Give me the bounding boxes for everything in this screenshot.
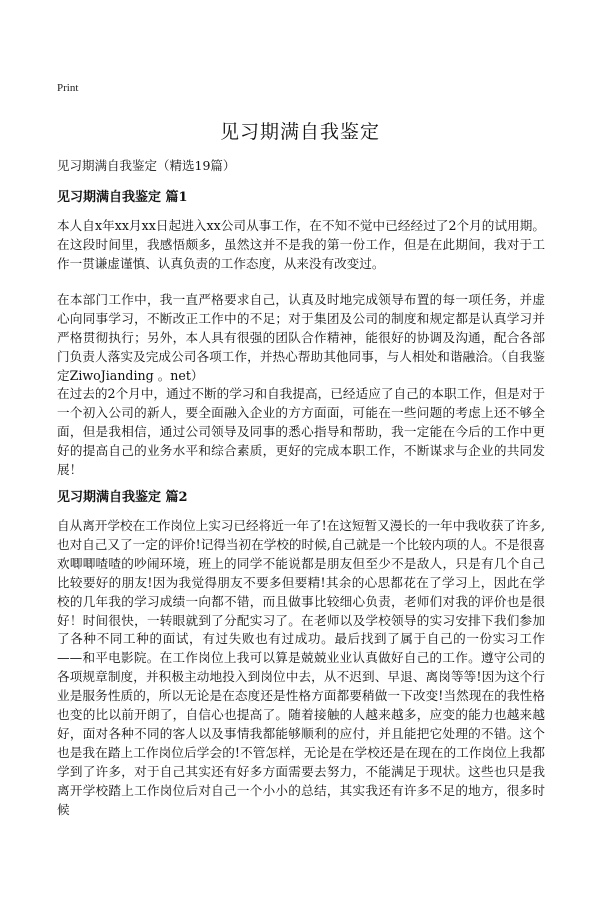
page-title: 见习期满自我鉴定 [219,121,380,143]
section-heading-2: 见习期满自我鉴定 篇2 [57,490,188,505]
section-2-paragraph-1: 自从离开学校在工作岗位上实习已经将近一年了!在这短暂又漫长的一年中我收获了许多,也对自己又了一定的评价!记得当初在学校的时候,自己就是一个比较内项的人。不是很喜欢唧唧喳喳的吵闹环境，班上的同学不能说都是朋友但至少不是敌人，只是有几个自己比较要好的朋友!因为我觉得朋友不要多但要精!其余的心思都花在了学习上，因此在学校的几年我的学习成绩一向都不错，而且做事比较细心负责，老师们对我的评价也是很好！时间很快，一转眼就到了分配实习了。在老师以及学校领导的实习安排下我们参加了各种不同工种的面试，有过失败也有过成功。最后找到了属于自己的一份实习工作——和平电影院。在工作岗位上我可以算是兢兢业业认真做好自己的工作。遵守公司的各项规章制度，并积极主动地投入到岗位中去，从不迟到、早退、离岗等等!因为这个行业是服务性质的，所以无论是在态度还是性格方面都要稍做一下改变!当然现在的我性格也变的比以前开朗了，自信心也提高了。随着接触的人越来越多，应变的能力也越来越好，面对各种不同的客人以及事情我都能够顺利的应付，并且能把它处理的不错。这个也是我在踏上工作岗位后学会的!不管怎样，无论是在学校还是在现在的工作岗位上我都学到了许多，对于自己其实还有好多方面需要去努力，不能满足于现状。这些也只是我离开学校踏上工作岗位后对自己一个小小的总结，其实我还有许多不足的地方，很多时候 [57,518,545,817]
section-1-paragraph-1: 本人自x年xx月xx日起进入xx公司从事工作，在不知不觉中已经经过了2个月的试用期。在这段时间里，我感悟颇多，虽然这并不是我的第一份工作，但是在此期间，我对于工作一贯谦虚谨慎、认真负责的工作态度，从来没有改变过。 [57,218,545,271]
section-1-paragraph-2: 在本部门工作中，我一直严格要求自己，认真及时地完成领导布置的每一项任务，并虚心向同事学习，不断改正工作中的不足；对于集团及公司的制度和规定都是认真学习并严格贯彻执行；另外，本人具有很强的团队合作精神，能很好的协调及沟通，配合各部门负责人落实及完成公司各项工作，并热心帮助其他同事，与人相处和谐融洽。（自我鉴定ZiwoJianding 。net） [57,292,545,383]
section-1-paragraph-3: 在过去的2个月中，通过不断的学习和自我提高，已经适应了自己的本职工作，但是对于一个初入公司的新人，要全面融入企业的方方面面，可能在一些问题的考虑上还不够全面，但是我相信，通过公司领导及同事的悉心指导和帮助，我一定能在今后的工作中更好的提高自己的业务水平和综合素质，更好的完成本职工作，不断谋求与企业的共同发展！ [57,386,545,477]
print-link[interactable]: Print [57,82,79,94]
section-heading-1: 见习期满自我鉴定 篇1 [57,190,188,205]
document-subtitle: 见习期满自我鉴定（精选19篇） [57,158,236,173]
